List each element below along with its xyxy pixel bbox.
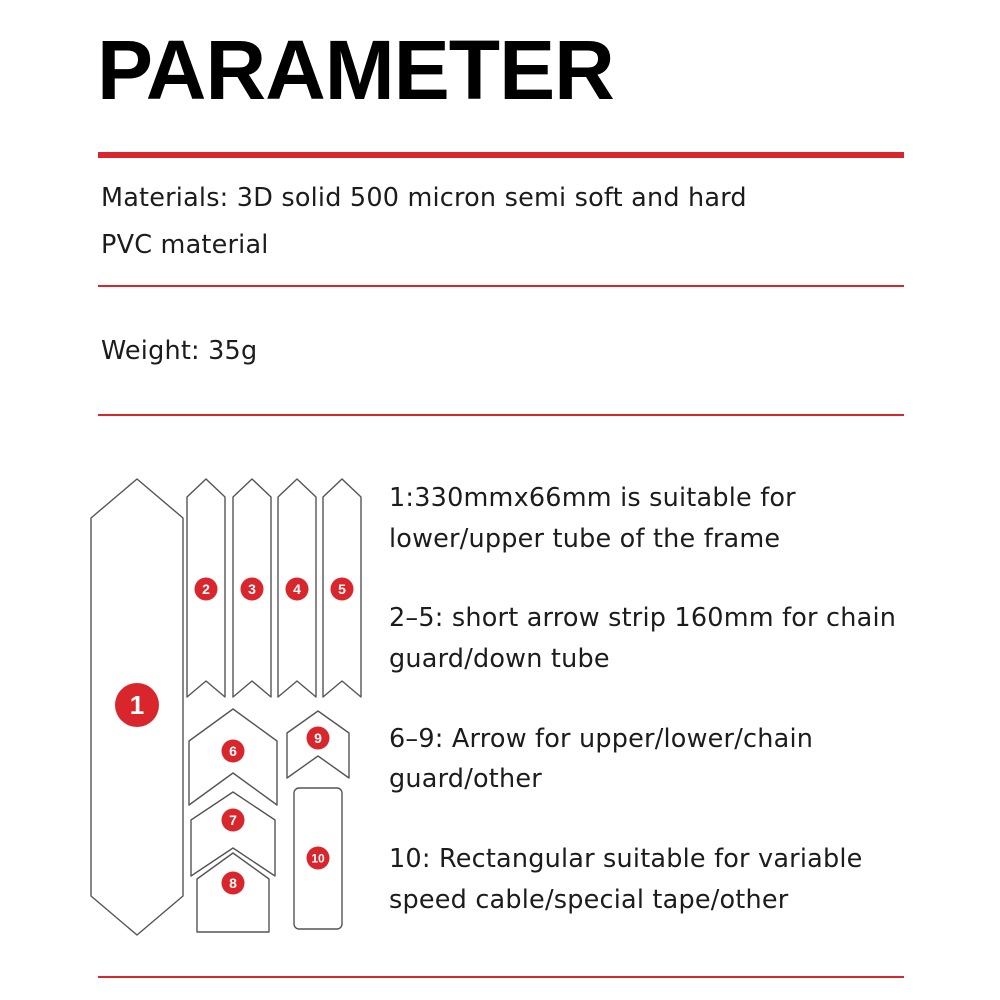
desc-1-line-1: 1:330mmx66mm is suitable for (389, 483, 796, 513)
materials-line-1: Materials: 3D solid 500 micron semi soft and hard (101, 183, 747, 213)
desc-2-line-1: 2–5: short arrow strip 160mm for chain (389, 603, 897, 633)
weight-text: Weight: 35g (101, 336, 258, 366)
divider (98, 976, 904, 978)
badge-1-label: 1 (129, 690, 145, 720)
badge-6-label: 6 (229, 743, 237, 759)
sticker-piece-7-outline (191, 792, 275, 876)
desc-4-line-1: 10: Rectangular suitable for variable (389, 844, 863, 874)
badge-7-label: 7 (229, 812, 237, 828)
desc-4-line-2: speed cable/special tape/other (389, 885, 789, 915)
divider (98, 285, 904, 287)
badge-5-label: 5 (338, 581, 346, 597)
badge-3-label: 3 (248, 581, 256, 597)
title-divider (98, 152, 904, 158)
desc-3-line-1: 6–9: Arrow for upper/lower/chain (389, 724, 814, 754)
badge-8-label: 8 (229, 875, 237, 891)
desc-3-line-2: guard/other (389, 764, 542, 794)
page-title: PARAMETER (97, 23, 614, 117)
desc-1-line-2: lower/upper tube of the frame (389, 524, 781, 554)
divider (98, 414, 904, 416)
sticker-layout-diagram (86, 474, 376, 940)
materials-line-2: PVC material (101, 230, 269, 260)
badge-9-label: 9 (314, 730, 322, 746)
badge-4-label: 4 (293, 581, 301, 597)
badge-10-label: 10 (311, 851, 325, 866)
number-badges (115, 578, 354, 895)
badge-2-label: 2 (202, 581, 210, 597)
desc-2-line-2: guard/down tube (389, 644, 610, 674)
